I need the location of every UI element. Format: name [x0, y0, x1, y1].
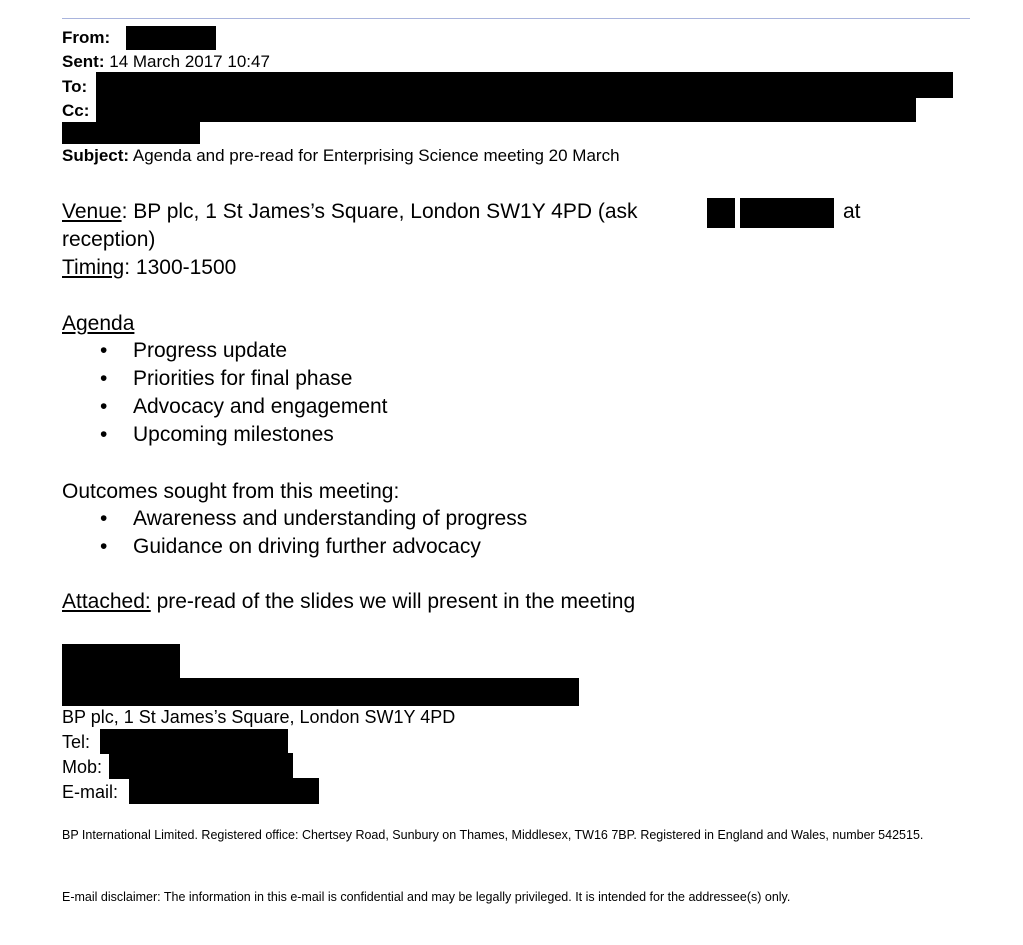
timing-label: Timing [62, 256, 125, 279]
redaction-venue-contact-2 [740, 198, 834, 228]
agenda-heading [62, 311, 134, 337]
redaction-to [96, 72, 953, 98]
outcomes-item: • Awareness and understanding of progress [98, 505, 527, 533]
cc-line [62, 101, 89, 120]
redaction-from [126, 26, 216, 50]
redaction-cc-continued [62, 122, 200, 144]
sent-value: 14 March 2017 10:47 [109, 52, 270, 71]
header-divider [62, 18, 970, 19]
attached-text: pre-read of the slides we will present in the meeting [150, 590, 636, 613]
redaction-mob [109, 753, 293, 779]
redaction-tel [100, 729, 288, 754]
outcomes-list [98, 505, 527, 561]
cc-label: Cc: [62, 101, 90, 120]
attached-label: Attached: [62, 590, 151, 613]
redaction-sender-title [62, 678, 579, 706]
timing-text: : 1300-1500 [124, 256, 237, 279]
agenda-label: Agenda [62, 312, 135, 335]
from-label: From: [62, 28, 111, 47]
sent-label: Sent: [62, 52, 105, 71]
venue-line-2: reception) [62, 228, 156, 251]
redaction-sender-name [62, 644, 180, 680]
venue-after: at [843, 200, 861, 223]
registered-office-notice: BP International Limited. Registered office: Chertsey Road, Sunbury on Thames, Middlesex, TW16 7BP. Registered in England and Wales, number 542515. [62, 828, 924, 842]
from-line [62, 28, 110, 47]
tel-label: Tel: [62, 732, 91, 752]
sent-line [62, 52, 270, 71]
agenda-item: • Priorities for final phase [98, 365, 388, 393]
signature-address: BP plc, 1 St James’s Square, London SW1Y 4PD [62, 707, 456, 727]
signature-tel [62, 731, 90, 753]
outcomes-item: • Guidance on driving further advocacy [98, 533, 527, 561]
venue-label: Venue [62, 200, 122, 223]
redaction-cc [96, 97, 916, 122]
signature-email [62, 781, 118, 803]
email-label: E-mail: [62, 782, 119, 802]
to-label: To: [62, 77, 88, 96]
redaction-email [129, 778, 319, 804]
outcomes-heading: Outcomes sought from this meeting: [62, 480, 400, 503]
subject-value: Agenda and pre-read for Enterprising Science meeting 20 March [132, 146, 620, 165]
venue-line [62, 199, 638, 225]
signature-mob [62, 756, 102, 778]
to-line [62, 77, 87, 96]
subject-label: Subject: [62, 146, 130, 165]
agenda-list [98, 337, 388, 449]
timing-line [62, 255, 236, 281]
venue-text: : BP plc, 1 St James’s Square, London SW1Y 4PD (ask [121, 200, 638, 223]
attached-line [62, 589, 635, 615]
subject-line [62, 146, 620, 165]
agenda-item: • Progress update [98, 337, 388, 365]
redaction-venue-contact-1 [707, 198, 735, 228]
mob-label: Mob: [62, 757, 103, 777]
email-disclaimer: E-mail disclaimer: The information in this e-mail is confidential and may be legally privileged. It is intended for the addressee(s) only. [62, 890, 791, 904]
agenda-item: • Upcoming milestones [98, 421, 388, 449]
agenda-item: • Advocacy and engagement [98, 393, 388, 421]
